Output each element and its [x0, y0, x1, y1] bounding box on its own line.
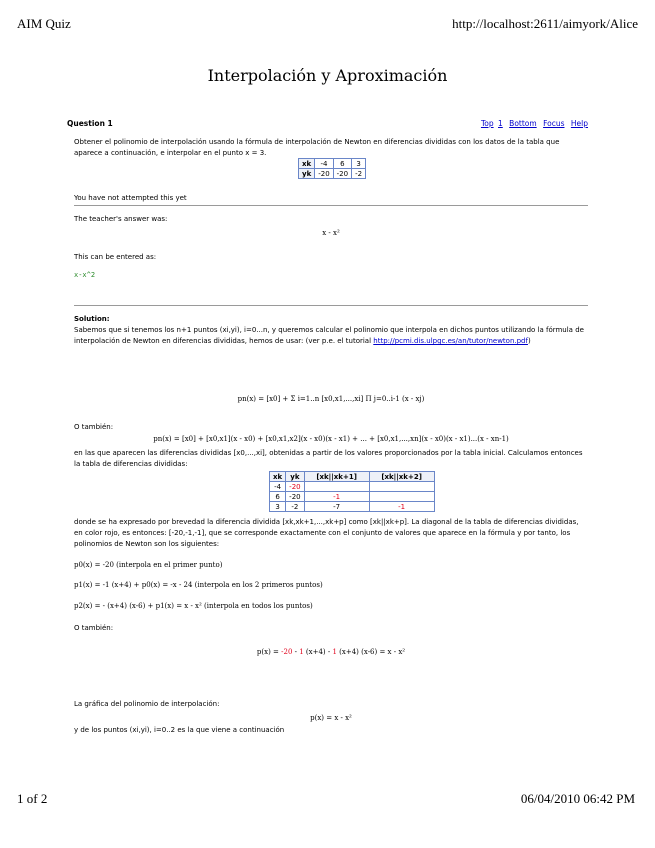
table-cell: -20: [286, 482, 304, 492]
table-header: [xk||xk+2]: [369, 472, 434, 482]
table-header: yk: [286, 472, 304, 482]
table-cell: [369, 492, 434, 502]
table-header: [xk||xk+1]: [304, 472, 369, 482]
table-cell: -4: [270, 482, 286, 492]
entered-answer: x-x^2: [74, 271, 96, 279]
table-cell: -1: [369, 502, 434, 512]
polynomial-p2: p2(x) = - (x+4) (x-6) + p1(x) = x - x² (interpola en todos los puntos): [74, 602, 313, 610]
divider: [74, 205, 588, 206]
newton-formula-sum: pn(x) = [x0] + Σ i=1..n [x0,x1,...,xi] Π j=0..i-1 (x - xj): [237, 395, 425, 403]
link-focus[interactable]: Focus: [543, 119, 565, 128]
table-cell: xk: [299, 159, 315, 169]
table-row: [299, 159, 366, 169]
points-line: y de los puntos (xi,yi), i=0..2 es la que viene a continuación: [74, 726, 285, 734]
intro-end: ): [527, 337, 531, 345]
final-red-3: 1: [332, 648, 337, 656]
header-app-title: AIM Quiz: [17, 16, 71, 31]
polynomial-p1: p1(x) = -1 (x+4) + p0(x) = -x - 24 (interpola en los 2 primeros puntos): [74, 581, 323, 589]
table-cell: -4: [315, 159, 333, 169]
table-cell: 6: [270, 492, 286, 502]
table-row: [270, 482, 435, 492]
table-cell: [369, 482, 434, 492]
also-label-2: O también:: [74, 624, 114, 632]
table-row: [270, 492, 435, 502]
graph-formula: p(x) = x - x²: [310, 714, 352, 722]
polynomial-p0: p0(x) = -20 (interpola en el primer punto): [74, 561, 223, 569]
print-footer: [17, 791, 635, 807]
table-cell: -20: [315, 169, 333, 179]
final-red-2: 1: [299, 648, 304, 656]
final-formula: [74, 647, 588, 658]
question-header: [67, 119, 588, 128]
final-mid-2: (x+4) -: [303, 648, 333, 656]
page-count: 1 of 2: [17, 791, 48, 806]
question-text: Obtener el polinomio de interpolación usando la fórmula de interpolación de Newton en diferencias divididas con los datos de la tabla que aparece a continuación, e interpolar en el punto x = 3.: [74, 138, 560, 157]
table-cell: yk: [299, 169, 315, 179]
divided-differences-table: [269, 471, 435, 512]
newton-formula-expanded: pn(x) = [x0] + [x0,x1](x - x0) + [x0,x1,x2](x - x0)(x - x1) + ... + [x0,x1,...,xn](x - x0)(x - x1)...(x - xn-1): [153, 435, 509, 443]
entered-as-label: This can be entered as:: [74, 253, 157, 261]
divider: [74, 305, 588, 306]
table-row: [270, 472, 435, 482]
graph-label: La gráfica del polinomio de interpolación:: [74, 700, 220, 708]
final-mid-1: -: [292, 648, 300, 656]
final-lhs: p(x) =: [256, 648, 282, 656]
link-1[interactable]: 1: [498, 119, 503, 128]
question-label: Question 1: [67, 119, 113, 128]
table-cell: -20: [333, 169, 351, 179]
solution-intro: [74, 325, 588, 347]
also-label: O también:: [74, 423, 114, 431]
final-red-1: -20: [281, 648, 293, 656]
tutorial-link[interactable]: http://pcmi.dis.ulpgc.es/an/tutor/newton.pdf: [373, 337, 528, 345]
table-cell: -2: [286, 502, 304, 512]
table-cell: -7: [304, 502, 369, 512]
teacher-answer: x - x²: [322, 229, 340, 237]
teacher-answer-label: The teacher's answer was:: [74, 215, 168, 223]
link-top[interactable]: Top: [480, 119, 494, 128]
table-cell: 6: [333, 159, 351, 169]
table-row: [270, 502, 435, 512]
link-help[interactable]: Help: [570, 119, 588, 128]
table-cell: [304, 482, 369, 492]
link-bottom[interactable]: Bottom: [509, 119, 537, 128]
print-timestamp: 06/04/2010 06:42 PM: [520, 791, 635, 806]
table-cell: 3: [352, 159, 366, 169]
table-cell: 3: [270, 502, 286, 512]
final-mid-3: (x+4) (x-6) = x - x²: [336, 648, 406, 656]
table-cell: -2: [352, 169, 366, 179]
attempt-status: You have not attempted this yet: [74, 194, 187, 202]
table-row: [299, 169, 366, 179]
question-nav-links: [477, 119, 588, 128]
table-cell: -1: [304, 492, 369, 502]
print-header: [17, 16, 638, 32]
page-title: Interpolación y Aproximación: [207, 66, 448, 85]
solution-intro-text: Sabemos que si tenemos los n+1 puntos (xi,yi), i=0...n, y queremos calcular el polinomio que interpola en dichos puntos utilizando la fórmula de interpolación de Newton en diferencias divididas, hemos de usar: (ver p.e. el tutorial: [74, 326, 584, 345]
solution-label: Solution:: [74, 315, 110, 323]
question-data-table: [298, 158, 366, 179]
divided-differences-intro: en las que aparecen las diferencias divididas [x0,...,xi], obtenidas a partir de los valores proporcionados por la tabla inicial. Calculamos entonces la tabla de diferencias divididas:: [74, 449, 583, 468]
table-cell: -20: [286, 492, 304, 502]
divided-differences-explanation: donde se ha expresado por brevedad la diferencia dividida [xk,xk+1,...,xk+p] como [xk||xk+p]. La diagonal de la tabla de diferencias divididas, en color rojo, es entonces: [-20,-1,-1], que se corresponde exactamente con el conjunto de valores que aparece en la fórmula y por tanto, los polinomios de Newton son los siguientes:: [74, 518, 579, 548]
table-header: xk: [270, 472, 286, 482]
header-url: http://localhost:2611/aimyork/Alice: [452, 16, 638, 31]
